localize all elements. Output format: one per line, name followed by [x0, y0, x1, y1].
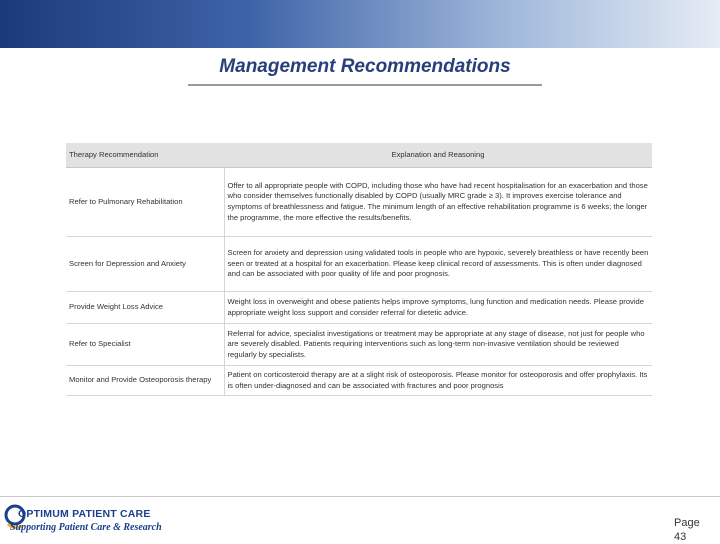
explanation-cell: Patient on corticosteroid therapy are at a slight risk of osteoporosis. Please monitor for osteoporosis and offer prophylaxis. Its is often under-diagnosed and can be associated with fractures and poor prognosis	[224, 366, 652, 396]
logo-text-tagline: Supporting Patient Care & Research	[10, 522, 162, 533]
page-number: 43	[674, 531, 687, 543]
table-row	[66, 366, 652, 396]
explanation-cell: Offer to all appropriate people with COPD, including those who have had recent hospitalisation for an exacerbation and those who consider themselves functionally disabled by COPD (usually MRC grade ≥ 3). It improves exercise tolerance and symptoms of breathlessness and fatigue. The minimum length of an effective rehabilitation programme is 6 weeks; the longer the programme, the more effective the results/benefits.	[224, 168, 652, 237]
explanation-cell: Screen for anxiety and depression using validated tools in people who are hypoxic, severely breathless or have recently been seen or treated at a hospital for an exacerbation. Please keep clinical record of assessments. This is often under diagnosed and can be associated with poor quality of life and poor prognosis.	[224, 237, 652, 292]
table-row	[66, 292, 652, 324]
table-row	[66, 237, 652, 292]
title-container	[188, 54, 542, 86]
therapy-cell: Refer to Pulmonary Rehabilitation	[66, 168, 224, 237]
slide-title: Management Recommendations	[219, 56, 511, 77]
therapy-cell: Refer to Specialist	[66, 324, 224, 366]
header-band	[0, 0, 720, 48]
therapy-cell: Provide Weight Loss Advice	[66, 292, 224, 324]
explanation-cell: Weight loss in overweight and obese patients helps improve symptoms, lung function and medication needs. Please provide appropriate weight loss support and consider referral for dietetic advice.	[224, 292, 652, 324]
optimum-patient-care-logo	[4, 500, 174, 538]
explanation-cell: Referral for advice, specialist investigations or treatment may be appropriate at any stage of disease, not just for people who are severely disabled. Patients requiring interventions such as long-term non-invasive ventilation should be reviewed regularly by specialists.	[224, 324, 652, 366]
recommendations-table	[66, 143, 652, 396]
table-header-row	[66, 143, 652, 168]
table-row	[66, 168, 652, 237]
header-therapy: Therapy Recommendation	[66, 143, 224, 168]
page-label: Page	[674, 517, 700, 529]
footer-divider	[0, 496, 720, 497]
therapy-cell: Screen for Depression and Anxiety	[66, 237, 224, 292]
therapy-cell: Monitor and Provide Osteoporosis therapy	[66, 366, 224, 396]
table-row	[66, 324, 652, 366]
header-explanation: Explanation and Reasoning	[224, 143, 652, 168]
logo-text-main: OPTIMUM PATIENT CARE	[18, 508, 151, 520]
